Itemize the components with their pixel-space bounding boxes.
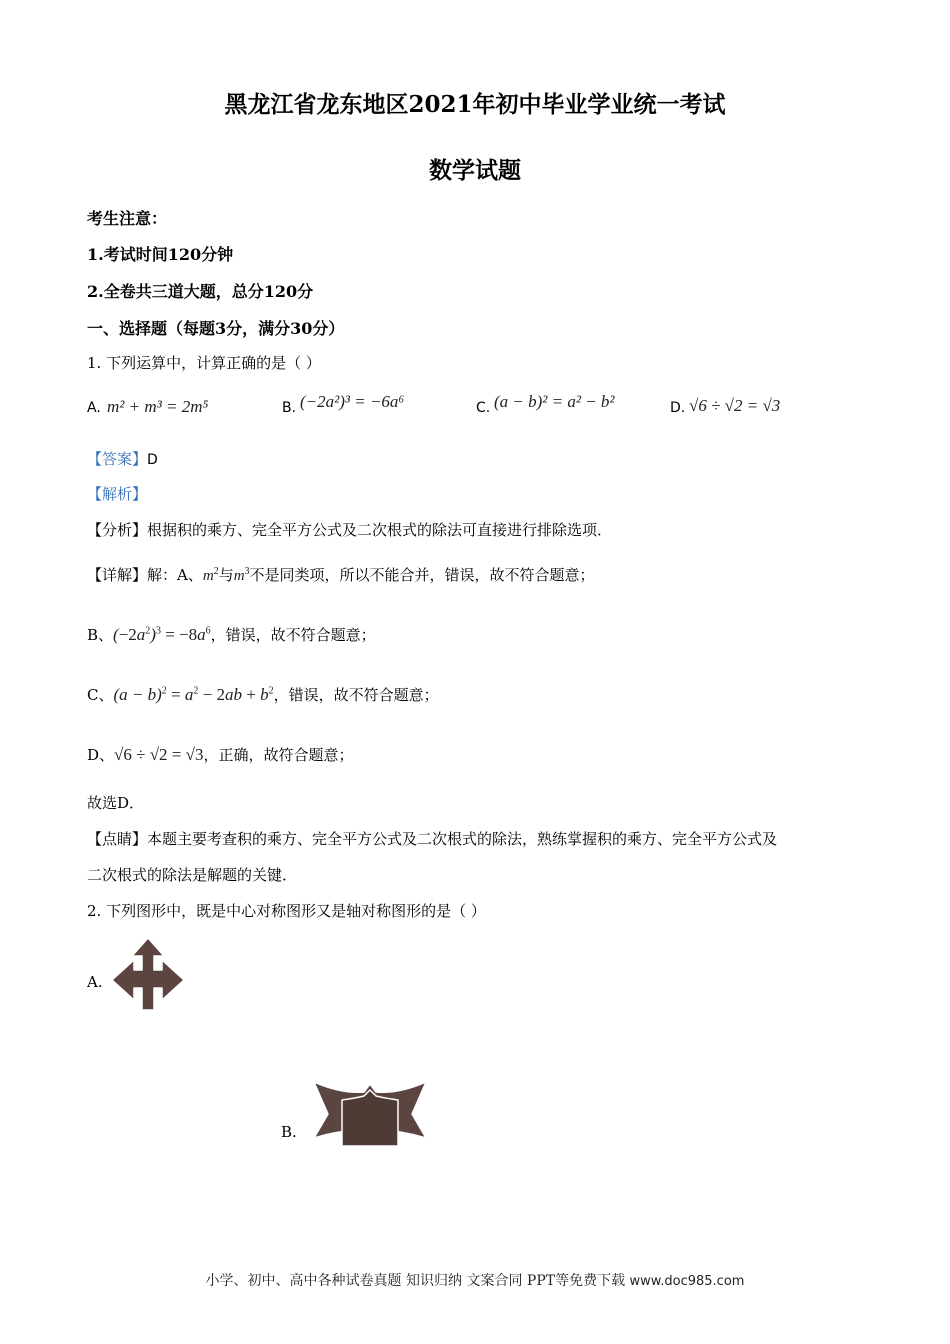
conclusion: 故选D． xyxy=(87,794,145,812)
question-1-stem: 1. 下列运算中，计算正确的是（ ） xyxy=(87,354,321,372)
detail-c-prefix: C、 xyxy=(87,686,114,704)
notice-item-2: 2.全卷共三道大题，总分120分 xyxy=(87,282,314,301)
q1-option-c-label: C. xyxy=(476,400,491,416)
dianjing-line-1: 【点睛】本题主要考查积的乘方、完全平方公式及二次根式的除法，熟练掌握积的乘方、完全平方公式及 xyxy=(87,830,778,848)
detail-a-suffix: 不是同类项，所以不能合并，错误，故不符合题意； xyxy=(249,566,595,584)
notice-item-1: 1.考试时间120分钟 xyxy=(87,245,234,264)
detail-a-prefix: 【详解】解：A、 xyxy=(87,566,203,584)
question-2-stem: 2. 下列图形中，既是中心对称图形又是轴对称图形的是（ ） xyxy=(87,902,486,920)
four-way-arrow-icon xyxy=(110,936,186,1012)
detail-a-mid: 与 xyxy=(218,566,234,584)
detail-b-expr: $(-2a^2)^3 = -8a^6$ xyxy=(113,625,211,644)
footer-url[interactable]: www.doc985.com xyxy=(629,1274,745,1289)
analysis-summary: 【分析】根据积的乘方、完全平方公式及二次根式的除法可直接进行排除选项． xyxy=(87,521,613,539)
detail-c-expr: $(a - b)^2 = a^2 - 2ab + b^2$ xyxy=(113,685,274,704)
footer-text: 小学、初中、高中各种试卷真题 知识归纳 文案合同 PPT等免费下载 xyxy=(205,1273,626,1289)
section-heading: 一、选择题（每题3分，满分30分） xyxy=(87,319,345,338)
detail-d-expr: √6 ÷ √2 = √3 xyxy=(114,745,204,764)
detail-a-term-2: $m^3$ xyxy=(233,566,250,584)
answer-tag: 【答案】 xyxy=(87,450,148,468)
page-subtitle: 数学试题 xyxy=(429,157,521,184)
q1-option-d-expr: √6 ÷ √2 = √3 xyxy=(689,396,781,415)
detail-b-line xyxy=(87,624,376,645)
detail-d-suffix: ，正确，故符合题意； xyxy=(203,746,354,764)
detail-a-line xyxy=(87,564,595,585)
detail-b-prefix: B、 xyxy=(87,626,114,644)
detail-a-term-1: $m^2$ xyxy=(202,566,219,584)
detail-d-prefix: D、 xyxy=(87,746,115,764)
detail-b-suffix: ，错误，故不符合题意； xyxy=(210,626,376,644)
q1-option-b-label: B. xyxy=(282,400,297,416)
page-footer xyxy=(0,1270,950,1290)
q1-option-d-label: D. xyxy=(670,400,686,416)
q1-option-a-expr: m² + m³ = 2m⁵ xyxy=(107,397,209,416)
q2-option-b-label: B. xyxy=(281,1123,297,1141)
page-title: 黑龙江省龙东地区2021年初中毕业学业统一考试 xyxy=(224,91,726,118)
notice-heading: 考生注意： xyxy=(87,209,168,228)
answer-line xyxy=(87,448,158,469)
q1-option-b-expr: (−2a²)³ = −6a⁶ xyxy=(300,392,405,411)
detail-c-suffix: ，错误，故不符合题意； xyxy=(273,686,439,704)
answer-value: D xyxy=(147,452,158,468)
dianjing-line-2: 二次根式的除法是解题的关键． xyxy=(87,866,298,884)
q1-option-a-label: A. xyxy=(87,400,101,416)
banner-arrow-icon xyxy=(312,1080,428,1150)
detail-d-line xyxy=(87,744,353,765)
analysis-tag: 【解析】 xyxy=(87,485,148,503)
q1-option-c-expr: (a − b)² = a² − b² xyxy=(494,392,615,411)
q2-option-a-label: A. xyxy=(87,973,103,991)
detail-c-line xyxy=(87,684,439,705)
